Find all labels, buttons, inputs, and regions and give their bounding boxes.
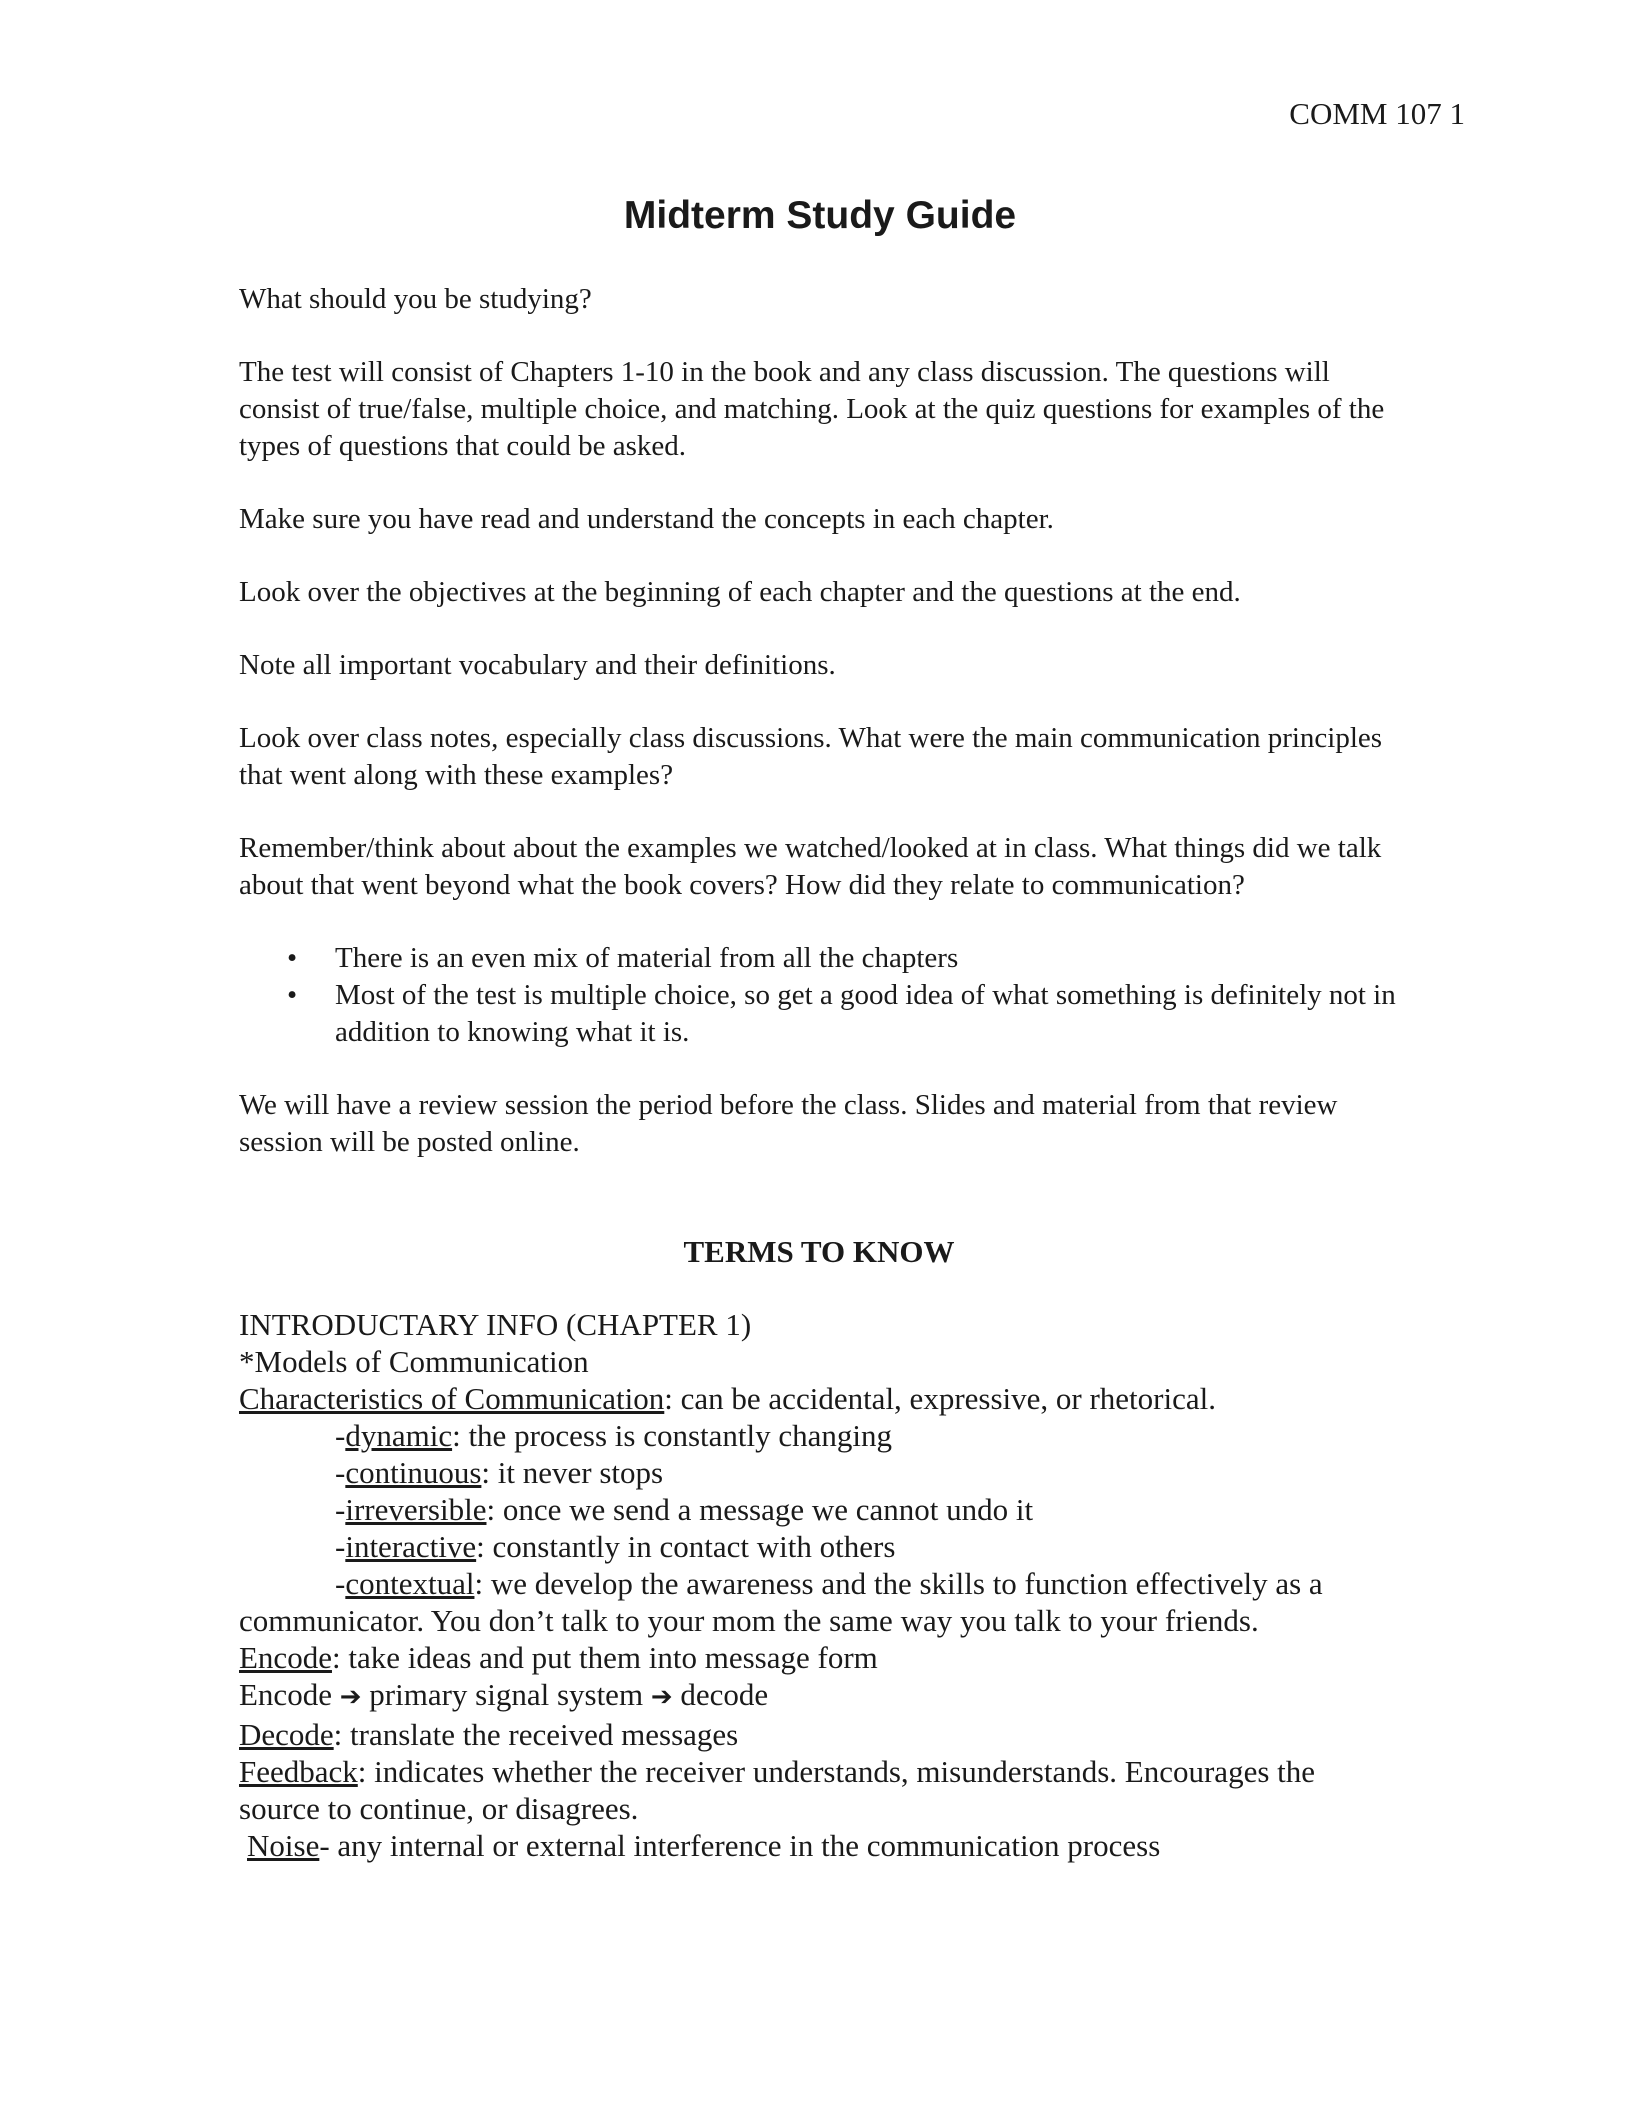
term-definition: : indicates whether the receiver understands, misunderstands. Encourages the source to continue, or disagrees. [239, 1754, 1316, 1826]
review-note: We will have a review session the period before the class. Slides and material from that review session will be posted online. [239, 1089, 1338, 1158]
arrow-right-icon: ➔ [650, 1682, 673, 1712]
term-label: Decode [239, 1717, 334, 1752]
sub-term [239, 1528, 1399, 1565]
term-label: interactive [345, 1529, 477, 1564]
paragraph: Make sure you have read and understand the concepts in each chapter. [239, 503, 1054, 535]
models-line: *Models of Communication [239, 1344, 589, 1379]
term-label: Noise [247, 1828, 320, 1863]
term-label: dynamic [345, 1418, 453, 1453]
bullet-item: • Most of the test is multiple choice, so get a good idea of what something is definitely not in addition to knowing what it is. [335, 977, 1399, 1051]
term-label: Characteristics of Communication [239, 1381, 665, 1416]
term-definition: : we develop the awareness and the skills to function effectively as a communicator. You don’t talk to your mom the same way you talk to your friends. [239, 1566, 1323, 1638]
section-title: INTRODUCTARY INFO (CHAPTER 1) [239, 1307, 752, 1342]
term-definition: : take ideas and put them into message form [331, 1640, 878, 1675]
dash: - [335, 1529, 346, 1564]
sub-term [239, 1454, 1399, 1491]
terms-heading: TERMS TO KNOW [683, 1234, 955, 1269]
term-definition: : the process is constantly changing [452, 1418, 893, 1453]
arrow-right-icon: ➔ [339, 1682, 362, 1712]
paragraph: Remember/think about about the examples we watched/looked at in class. What things did we talk about that went beyond what the book covers? How did they relate to communication? [239, 832, 1382, 901]
term-label: Feedback [239, 1754, 358, 1789]
encode-flow [239, 1676, 1399, 1716]
term-label: continuous [345, 1455, 482, 1490]
term-definition: : translate the received messages [333, 1717, 739, 1752]
term-label: irreversible [345, 1492, 487, 1527]
page-header: COMM 107 1 [1289, 96, 1465, 131]
term-definition: : it never stops [481, 1455, 664, 1490]
term-decode [239, 1716, 1399, 1753]
paragraph: Note all important vocabulary and their definitions. [239, 649, 836, 681]
flow-primary-signal: primary signal system [361, 1677, 651, 1712]
term-characteristics [239, 1380, 1399, 1417]
term-feedback [239, 1753, 1399, 1827]
term-definition: - any internal or external interference in the communication process [319, 1828, 1161, 1863]
bullet-list [239, 940, 1399, 1051]
document-body [239, 281, 1399, 1864]
sub-term-contextual [239, 1565, 1399, 1639]
flow-encode: Encode [239, 1677, 340, 1712]
term-noise [239, 1827, 1399, 1864]
paragraph: Look over class notes, especially class discussions. What were the main communication principles that went along with these examples? [239, 722, 1383, 791]
intro-question: What should you be studying? [239, 283, 592, 315]
dash: - [335, 1418, 346, 1453]
sub-term [239, 1491, 1399, 1528]
sub-term [239, 1417, 1399, 1454]
paragraph: Look over the objectives at the beginning of each chapter and the questions at the end. [239, 576, 1241, 608]
term-definition: : once we send a message we cannot undo it [486, 1492, 1034, 1527]
flow-decode: decode [672, 1677, 769, 1712]
bullet-item: • There is an even mix of material from all the chapters [335, 940, 1399, 977]
page-title: Midterm Study Guide [623, 194, 1017, 237]
terms-section [239, 1306, 1399, 1864]
dash: - [335, 1455, 346, 1490]
term-definition: : can be accidental, expressive, or rhetorical. [664, 1381, 1216, 1416]
dash: - [335, 1492, 346, 1527]
paragraph: The test will consist of Chapters 1-10 in the book and any class discussion. The questions will consist of true/false, multiple choice, and matching. Look at the quiz questions for examples of the types of questions that could be asked. [239, 356, 1385, 462]
term-label: Encode [239, 1640, 332, 1675]
term-definition: : constantly in contact with others [476, 1529, 896, 1564]
term-encode [239, 1639, 1399, 1676]
term-label: contextual [345, 1566, 475, 1601]
dash: - [335, 1566, 346, 1601]
